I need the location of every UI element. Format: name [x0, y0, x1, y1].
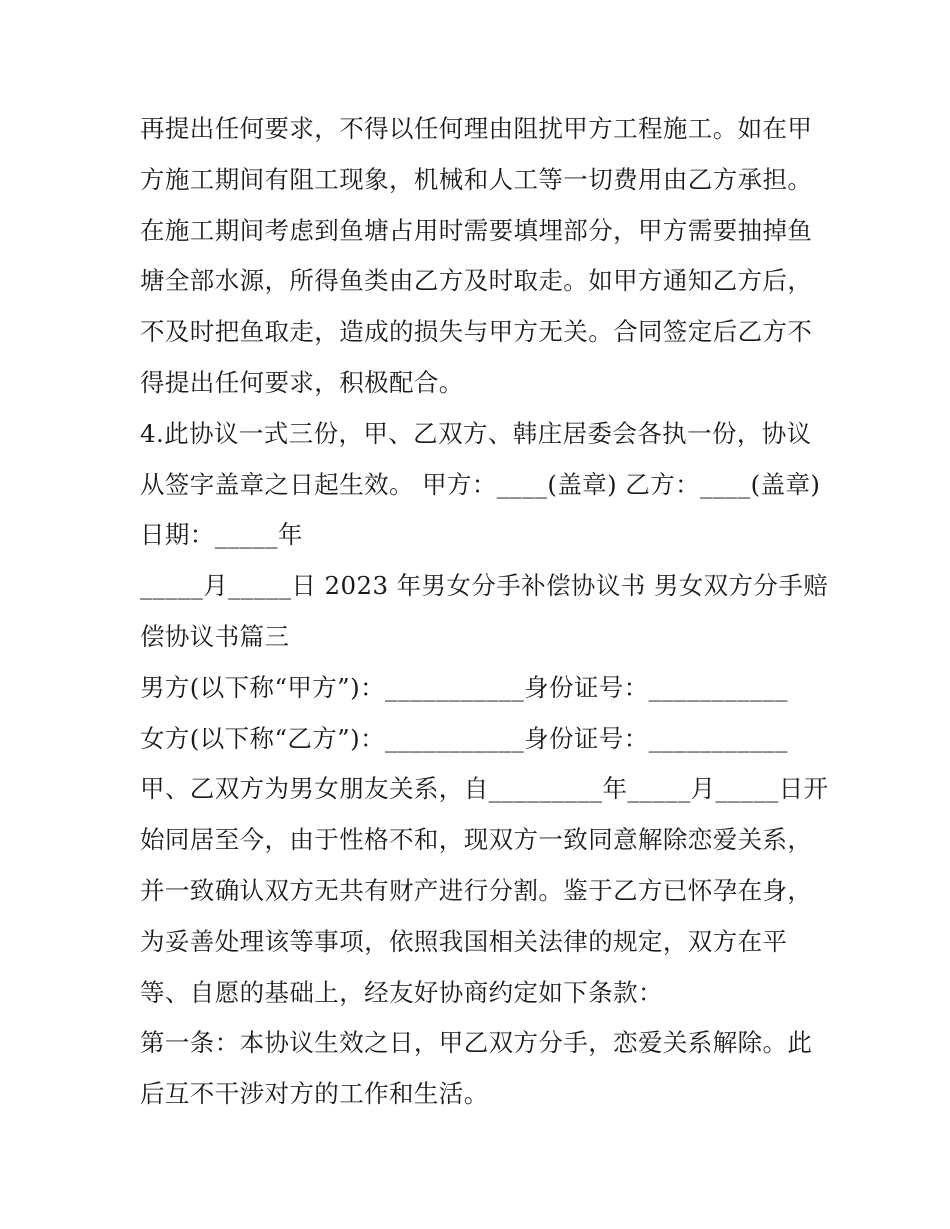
text-line: _____月_____日 2023 年男女分手补偿协议书 男女双方分手赔: [140, 571, 829, 601]
text-line: 日期：_____年: [140, 520, 303, 550]
text-line: 偿协议书篇三: [140, 621, 290, 651]
text-line: 为妥善处理该等事项，依照我国相关法律的规定，双方在平: [140, 926, 788, 956]
text-line: 等、自愿的基础上，经友好协商约定如下条款：: [140, 977, 663, 1007]
text-line: 女方(以下称“乙方”)：___________身份证号：___________: [140, 723, 788, 753]
text-line: 在施工期间考虑到鱼塘占用时需要填埋部分，甲方需要抽掉鱼: [140, 215, 813, 245]
text-line: 后互不干涉对方的工作和生活。: [140, 1079, 489, 1109]
text-line: 始同居至今，由于性格不和，现双方一致同意解除恋爱关系，: [140, 825, 813, 855]
text-line: 再提出任何要求，不得以任何理由阻扰甲方工程施工。如在甲: [140, 114, 813, 143]
text-line: 男方(以下称“甲方”)：___________身份证号：___________: [140, 672, 788, 702]
text-line: 甲、乙双方为男女朋友关系，自_________年_____月_____日开: [140, 774, 829, 804]
text-line: 第一条：本协议生效之日，甲乙双方分手，恋爱关系解除。此: [140, 1028, 813, 1058]
document-body: [140, 104, 829, 1120]
text-line: 塘全部水源，所得鱼类由乙方及时取走。如甲方通知乙方后，: [140, 266, 813, 296]
text-line: 4.此协议一式三份，甲、乙双方、韩庄居委会各执一份，协议: [140, 418, 812, 448]
text-line: 不及时把鱼取走，造成的损失与甲方无关。合同签定后乙方不: [140, 317, 813, 347]
text-line: 得提出任何要求，积极配合。: [140, 367, 464, 397]
text-line: 从签字盖章之日起生效。 甲方：____(盖章) 乙方：____(盖章): [140, 469, 821, 499]
text-line: 并一致确认双方无共有财产进行分割。鉴于乙方已怀孕在身，: [140, 875, 813, 905]
text-line: 方施工期间有阻工现象，机械和人工等一切费用由乙方承担。: [140, 164, 813, 194]
